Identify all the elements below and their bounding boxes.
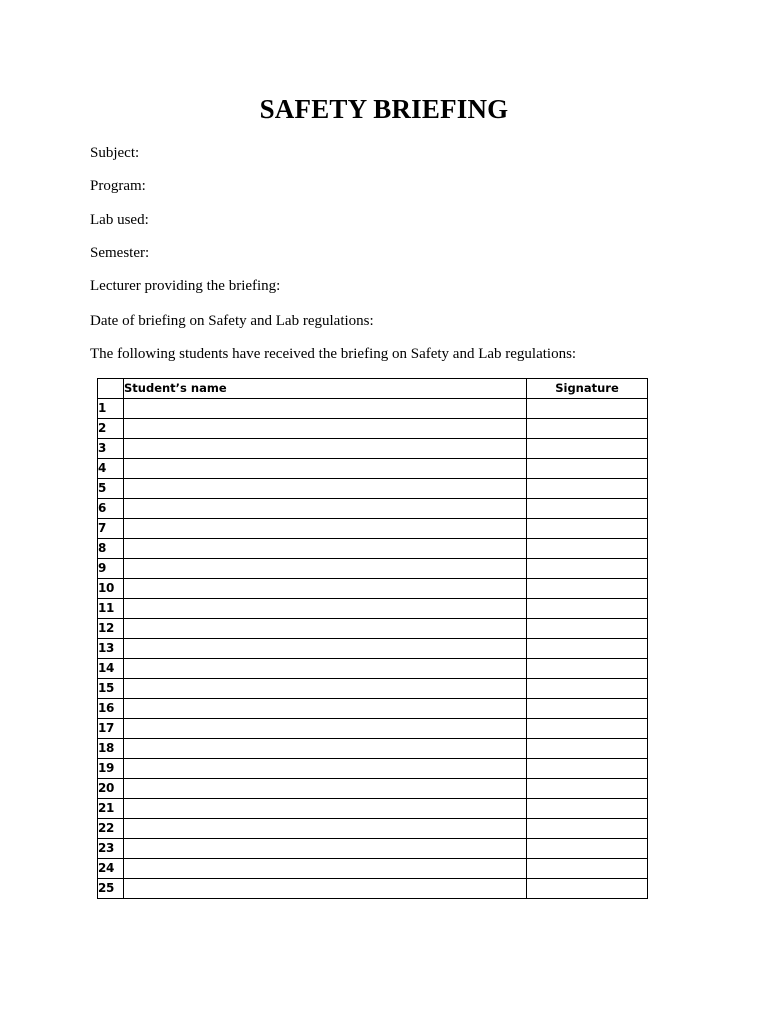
table-row — [98, 419, 648, 439]
row-number: 12 — [98, 619, 124, 639]
student-signature-table — [97, 378, 648, 899]
table-body — [98, 399, 648, 899]
signature-cell[interactable] — [527, 859, 648, 879]
table-row — [98, 499, 648, 519]
student-name-cell[interactable] — [124, 819, 527, 839]
table-row — [98, 579, 648, 599]
table-row — [98, 779, 648, 799]
header-signature: Signature — [527, 379, 648, 399]
row-number: 5 — [98, 479, 124, 499]
student-name-cell[interactable] — [124, 879, 527, 899]
row-number: 1 — [98, 399, 124, 419]
signature-cell[interactable] — [527, 679, 648, 699]
row-number: 4 — [98, 459, 124, 479]
signature-cell[interactable] — [527, 759, 648, 779]
table-row — [98, 399, 648, 419]
student-name-cell[interactable] — [124, 759, 527, 779]
table-row — [98, 839, 648, 859]
row-number: 14 — [98, 659, 124, 679]
row-number: 11 — [98, 599, 124, 619]
row-number: 23 — [98, 839, 124, 859]
table-row — [98, 439, 648, 459]
student-name-cell[interactable] — [124, 719, 527, 739]
table-row — [98, 539, 648, 559]
document-title: SAFETY BRIEFING — [259, 94, 509, 124]
signature-cell[interactable] — [527, 439, 648, 459]
signature-cell[interactable] — [527, 559, 648, 579]
table-row — [98, 619, 648, 639]
student-name-cell[interactable] — [124, 559, 527, 579]
student-name-cell[interactable] — [124, 499, 527, 519]
row-number: 9 — [98, 559, 124, 579]
table-row — [98, 799, 648, 819]
signature-cell[interactable] — [527, 619, 648, 639]
signature-cell[interactable] — [527, 879, 648, 899]
student-name-cell[interactable] — [124, 779, 527, 799]
row-number: 13 — [98, 639, 124, 659]
table-row — [98, 759, 648, 779]
row-number: 19 — [98, 759, 124, 779]
row-number: 24 — [98, 859, 124, 879]
signature-cell[interactable] — [527, 419, 648, 439]
signature-cell[interactable] — [527, 479, 648, 499]
lecturer-label: Lecturer providing the briefing: — [90, 278, 281, 294]
row-number: 20 — [98, 779, 124, 799]
row-number: 15 — [98, 679, 124, 699]
row-number: 2 — [98, 419, 124, 439]
student-name-cell[interactable] — [124, 619, 527, 639]
row-number: 22 — [98, 819, 124, 839]
signature-cell[interactable] — [527, 779, 648, 799]
student-name-cell[interactable] — [124, 539, 527, 559]
table-row — [98, 679, 648, 699]
table-row — [98, 459, 648, 479]
row-number: 17 — [98, 719, 124, 739]
student-name-cell[interactable] — [124, 419, 527, 439]
student-name-cell[interactable] — [124, 519, 527, 539]
table-row — [98, 739, 648, 759]
row-number: 6 — [98, 499, 124, 519]
student-name-cell[interactable] — [124, 799, 527, 819]
row-number: 25 — [98, 879, 124, 899]
student-name-cell[interactable] — [124, 579, 527, 599]
student-name-cell[interactable] — [124, 699, 527, 719]
lab-used-label: Lab used: — [90, 212, 149, 228]
signature-cell[interactable] — [527, 839, 648, 859]
briefing-date-label: Date of briefing on Safety and Lab regulations: — [90, 313, 374, 329]
student-name-cell[interactable] — [124, 859, 527, 879]
table-row — [98, 819, 648, 839]
table-row — [98, 879, 648, 899]
signature-cell[interactable] — [527, 539, 648, 559]
row-number: 10 — [98, 579, 124, 599]
table-row — [98, 479, 648, 499]
students-intro-text: The following students have received the briefing on Safety and Lab regulations: — [90, 346, 577, 362]
semester-label: Semester: — [90, 245, 150, 261]
table-row — [98, 699, 648, 719]
student-name-cell[interactable] — [124, 659, 527, 679]
header-number — [98, 379, 124, 399]
signature-cell[interactable] — [527, 659, 648, 679]
signature-cell[interactable] — [527, 739, 648, 759]
student-name-cell[interactable] — [124, 399, 527, 419]
student-name-cell[interactable] — [124, 739, 527, 759]
student-name-cell[interactable] — [124, 459, 527, 479]
student-name-cell[interactable] — [124, 439, 527, 459]
signature-cell[interactable] — [527, 699, 648, 719]
signature-cell[interactable] — [527, 599, 648, 619]
row-number: 16 — [98, 699, 124, 719]
signature-cell[interactable] — [527, 639, 648, 659]
table-row — [98, 639, 648, 659]
table-row — [98, 659, 648, 679]
signature-cell[interactable] — [527, 799, 648, 819]
row-number: 8 — [98, 539, 124, 559]
signature-cell[interactable] — [527, 519, 648, 539]
signature-cell[interactable] — [527, 459, 648, 479]
subject-label: Subject: — [90, 145, 140, 161]
row-number: 18 — [98, 739, 124, 759]
row-number: 3 — [98, 439, 124, 459]
row-number: 21 — [98, 799, 124, 819]
student-name-cell[interactable] — [124, 839, 527, 859]
header-student-name: Student’s name — [124, 379, 527, 399]
student-name-cell[interactable] — [124, 639, 527, 659]
table-row — [98, 559, 648, 579]
signature-cell[interactable] — [527, 819, 648, 839]
signature-cell[interactable] — [527, 499, 648, 519]
table-row — [98, 719, 648, 739]
table-row — [98, 599, 648, 619]
table-row — [98, 859, 648, 879]
row-number: 7 — [98, 519, 124, 539]
student-name-cell[interactable] — [124, 479, 527, 499]
table-header-row — [98, 379, 648, 399]
signature-cell[interactable] — [527, 579, 648, 599]
signature-cell[interactable] — [527, 719, 648, 739]
table-row — [98, 519, 648, 539]
program-label: Program: — [90, 178, 146, 194]
student-name-cell[interactable] — [124, 679, 527, 699]
signature-cell[interactable] — [527, 399, 648, 419]
student-name-cell[interactable] — [124, 599, 527, 619]
